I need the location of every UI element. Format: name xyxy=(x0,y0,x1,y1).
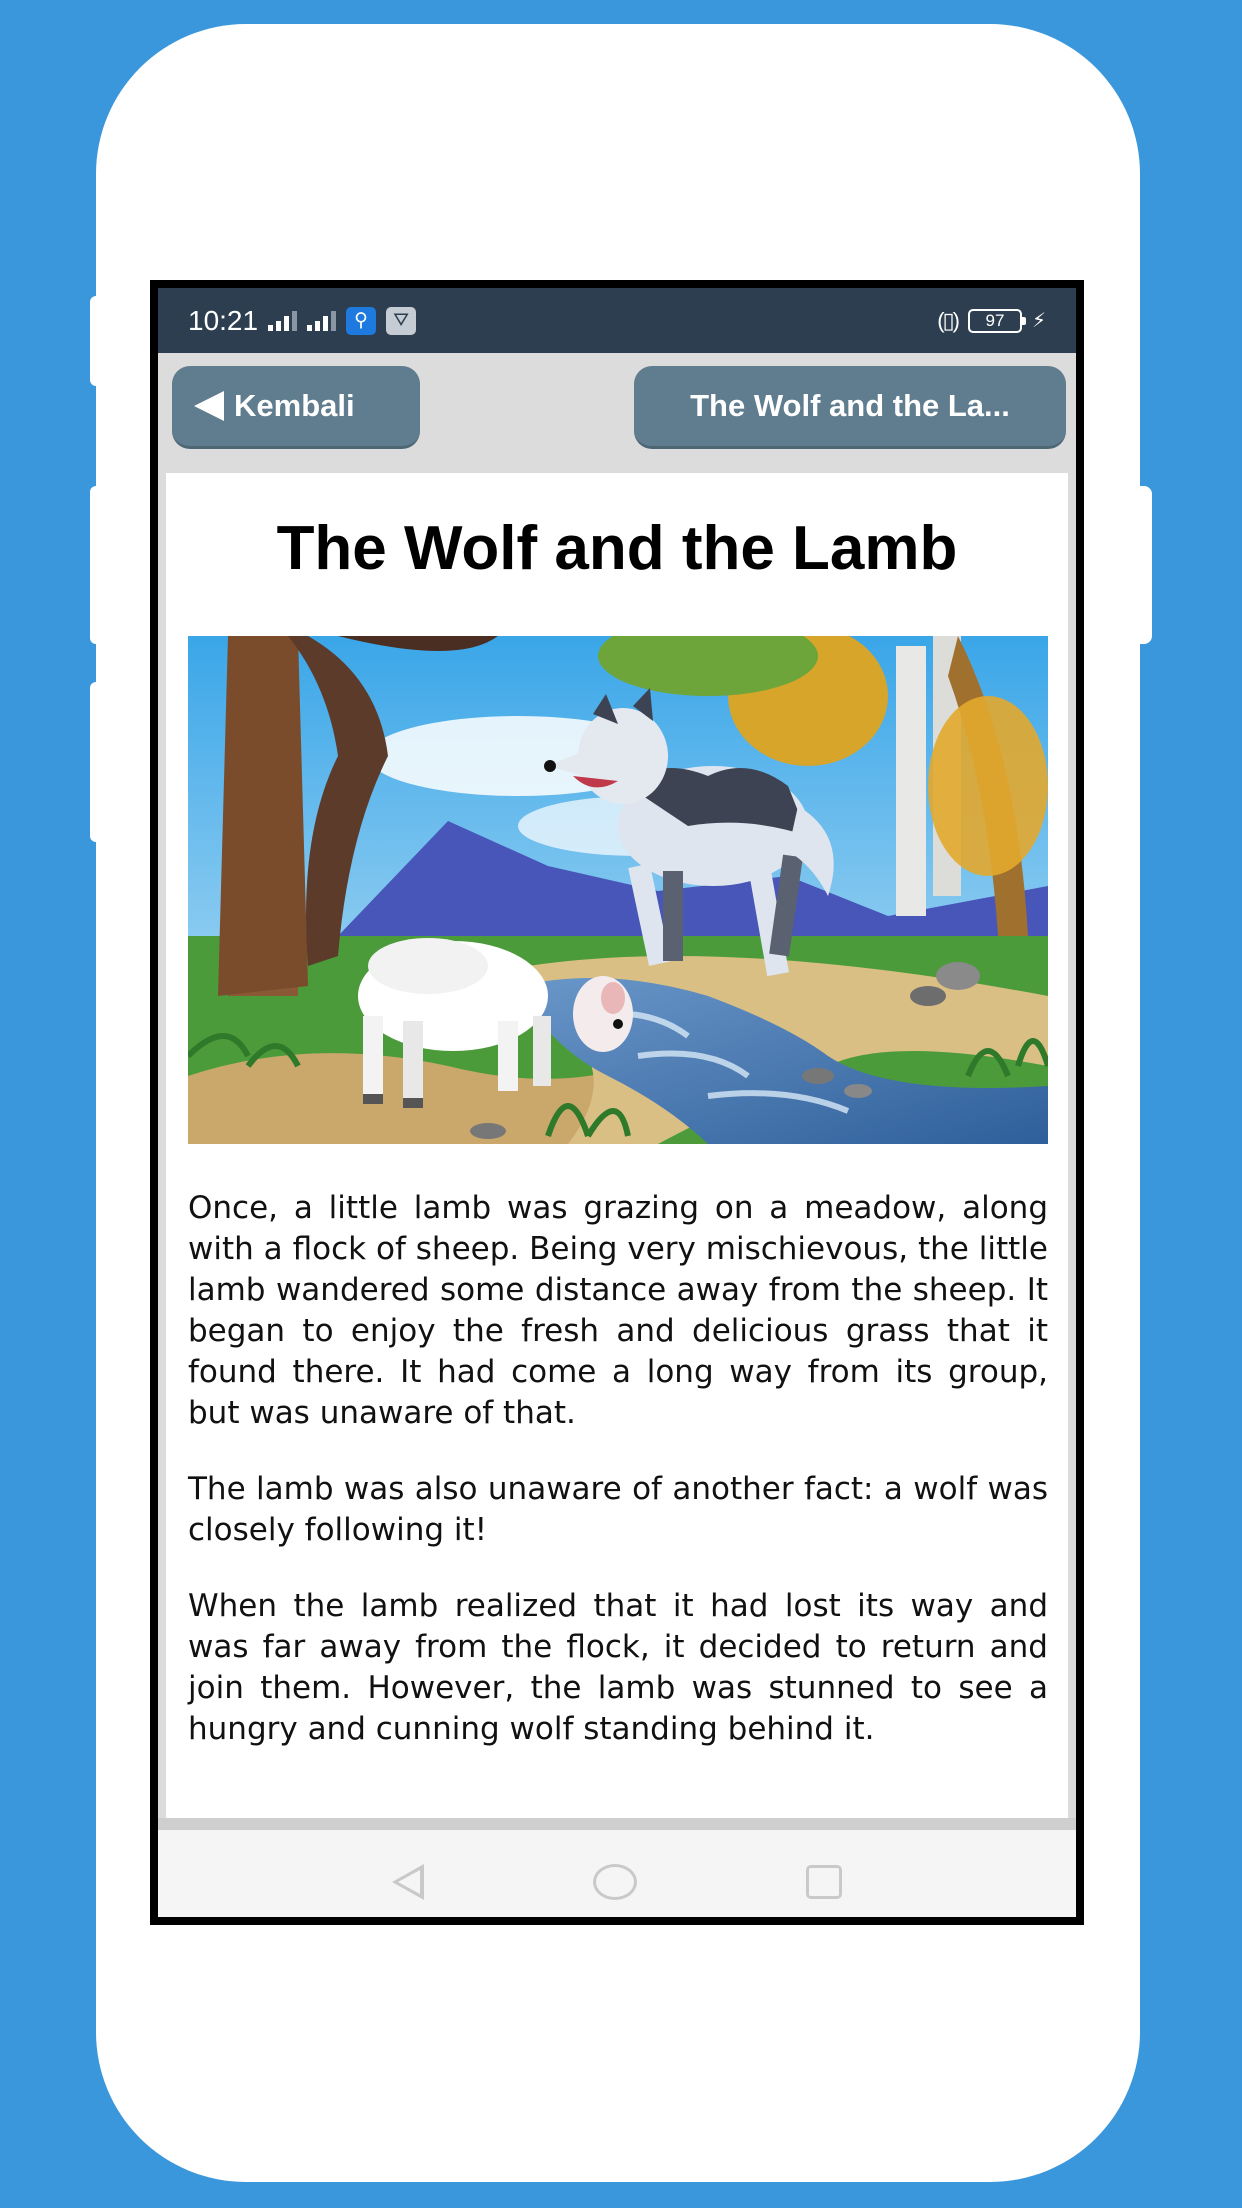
nav-back-icon[interactable] xyxy=(392,1864,424,1900)
battery-icon xyxy=(968,309,1022,333)
status-time: 10:21 xyxy=(188,304,259,336)
story-paragraph: When the lamb realized that it had lost its way and was far away from the flock, it decided to return and join them. However, the lamb was stunned to see a hungry and cunning wolf standing behind it. xyxy=(188,1588,1048,1747)
status-bar xyxy=(158,288,1076,353)
nav-home-icon[interactable] xyxy=(593,1864,637,1900)
phone-side-button xyxy=(90,682,104,842)
page-title: The Wolf and the Lamb xyxy=(276,514,958,583)
back-button[interactable] xyxy=(172,366,420,449)
signal-icon xyxy=(268,311,297,331)
phone-power-button xyxy=(1132,486,1152,644)
signal-icon xyxy=(307,311,336,331)
story-paragraph: Once, a little lamb was grazing on a meadow, along with a flock of sheep. Being very mischievous, the little lamb wandered some distance away from the sheep. It began to enjoy the fresh and delicious grass that it found there. It had come a long way from its group, but was unaware of that. xyxy=(188,1190,1048,1431)
notification-icon: ⛛ xyxy=(386,307,416,335)
usb-icon: ⚲ xyxy=(346,307,376,335)
charging-icon: ⚡ xyxy=(1031,310,1046,332)
nav-divider xyxy=(158,1818,1076,1830)
phone-side-button xyxy=(90,486,104,644)
story-paragraph: The lamb was also unaware of another fact: a wolf was closely following it! xyxy=(188,1471,1048,1548)
story-content[interactable] xyxy=(166,473,1068,1818)
navigation-bar xyxy=(158,1830,1076,1925)
story-text xyxy=(188,1188,1048,1785)
vibrate-icon: (▯) xyxy=(937,307,958,333)
nav-recent-icon[interactable] xyxy=(806,1865,842,1899)
device-screen xyxy=(150,280,1084,1925)
battery-level: 97 xyxy=(985,310,1005,330)
toolbar xyxy=(158,353,1076,473)
phone-side-button xyxy=(90,296,104,386)
story-illustration xyxy=(188,636,1048,1144)
back-arrow-icon xyxy=(194,391,224,421)
story-title-button[interactable] xyxy=(634,366,1066,449)
back-button-label: Kembali xyxy=(234,388,355,423)
story-title-button-label: The Wolf and the La... xyxy=(690,388,1010,423)
